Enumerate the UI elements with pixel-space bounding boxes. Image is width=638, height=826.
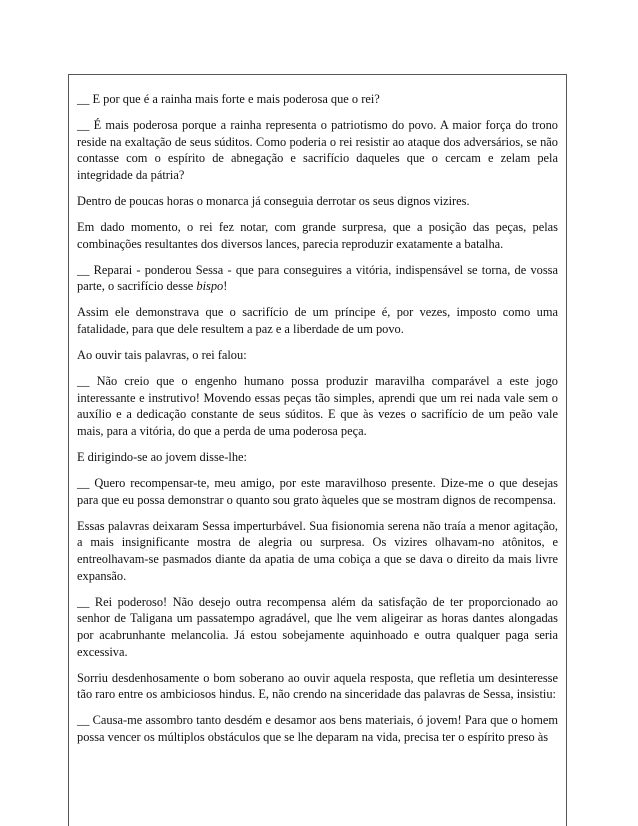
paragraph-text: __ Reparai - ponderou Sessa - que para conseguires a vitória, indispensável se torna, de vossa parte, o sacrifício desse — [77, 262, 558, 294]
paragraph: Assim ele demonstrava que o sacrifício de um príncipe é, por vezes, imposto como uma fatalidade, para que dele resultem a paz e a liberdade de um povo. — [77, 305, 558, 337]
paragraph: __ E por que é a rainha mais forte e mais poderosa que o rei? — [77, 92, 380, 106]
paragraph: E dirigindo-se ao jovem disse-lhe: — [77, 450, 247, 465]
paragraph: Ao ouvir tais palavras, o rei falou: — [77, 348, 247, 363]
paragraph-text: ! — [223, 279, 228, 294]
paragraph: __ Não creio que o engenho humano possa produzir maravilha comparável a este jogo interessante e instrutivo! Movendo essas peças tão simples, aprendi que um rei nada vale sem o auxílio e a dedicação constante de seus súditos. E que às vezes o sacrifício de um peão vale mais, para a vitória, do que a perda de uma poderosa peça. — [77, 374, 558, 438]
paragraph — [77, 262, 558, 295]
page-frame — [68, 74, 567, 826]
paragraph: Sorriu desdenhosamente o bom soberano ao ouvir aquela resposta, que refletia um desinteresse tão raro entre os ambiciosos hindus. E, não crendo na sinceridade das palavras de Sessa, insistiu: — [77, 670, 558, 702]
paragraph: Essas palavras deixaram Sessa imperturbável. Sua fisionomia serena não traía a menor agitação, a mais insignificante mostra de alegria ou surpresa. Os vizires olhavam-no atônitos, e entreolhavam-se pasmados diante da apatia de uma cobiça a que se dava o direito da mais livre expansão. — [77, 518, 558, 583]
paragraph: __ Rei poderoso! Não desejo outra recompensa além da satisfação de ter proporcionado ao senhor de Taligana um passatempo agradável, que lhe vem aligeirar as horas dantes alongadas por acabrunhante melancolia. Já estou sobejamente aquinhoado e outra qualquer paga seria excessiva. — [77, 594, 558, 659]
paragraph: Dentro de poucas horas o monarca já conseguia derrotar os seus dignos vizires. — [77, 193, 470, 208]
paragraph: __ Causa-me assombro tanto desdém e desamor aos bens materiais, ó jovem! Para que o homem possa vencer os múltiplos obstáculos que se lhe deparam na vida, precisa ter o espírito preso às — [77, 713, 558, 744]
paragraph: __ Quero recompensar-te, meu amigo, por este maravilhoso presente. Dize-me o que desejas para que eu possa demonstrar o quanto sou grato àqueles que se mostram dignos de recompensa. — [77, 476, 558, 507]
paragraph: __ É mais poderosa porque a rainha representa o patriotismo do povo. A maior força do trono reside na exaltação de seus súditos. Como poderia o rei resistir ao ataque dos adversários, se não contasse com o espírito de abnegação e sacrifício daqueles que o cercam e zelam pela integridade da pátria? — [77, 118, 558, 182]
paragraph: Em dado momento, o rei fez notar, com grande surpresa, que a posição das peças, pelas combinações resultantes dos diversos lances, parecia reproduzir exatamente a batalha. — [77, 220, 558, 251]
document-body — [77, 91, 558, 755]
emphasized-word: bispo — [196, 279, 224, 294]
